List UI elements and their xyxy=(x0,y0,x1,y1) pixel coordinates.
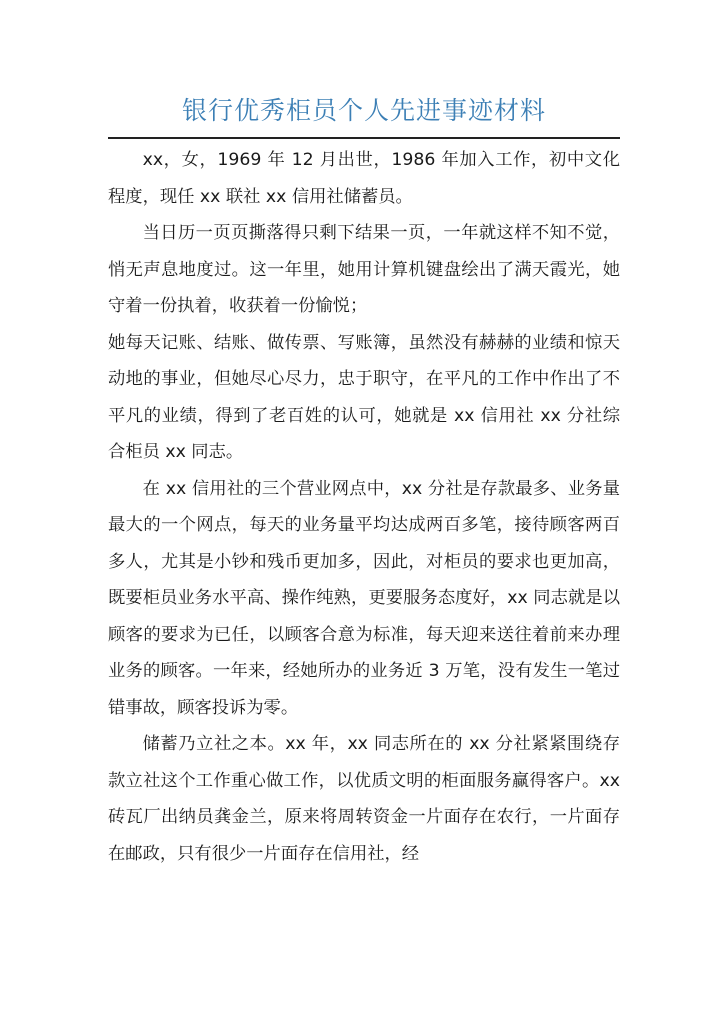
title-underline xyxy=(108,137,620,139)
paragraph-5: 储蓄乃立社之本。xx 年，xx 同志所在的 xx 分社紧紧围绕存款立社这个工作重心做工作，以优质文明的柜面服务赢得客户。xx 砖瓦厂出纳员龚金兰，原来将周转资金一片面存在农行，一片面存在邮政，只有很少一片面存在信用社，经 xyxy=(108,734,620,864)
document-body xyxy=(108,142,620,872)
paragraph-1: xx，女，1969 年 12 月出世，1986 年加入工作，初中文化程度，现任 xx 联社 xx 信用社储蓄员。 xyxy=(108,150,620,207)
paragraph-4: 在 xx 信用社的三个营业网点中，xx 分社是存款最多、业务量最大的一个网点，每天的业务量平均达成两百多笔，接待顾客两百多人，尤其是小钞和残币更加多，因此，对柜员的要求也更加高，既要柜员业务水平高、操作纯熟，更要服务态度好，xx 同志就是以顾客的要求为已任，以顾客合意为标准，每天迎来送往着前来办理业务的顾客。一年来，经她所办的业务近 3 万笔，没有发生一笔过错事故，顾客投诉为零。 xyxy=(108,478,620,718)
paragraph-3: 她每天记账、结账、做传票、写账簿，虽然没有赫赫的业绩和惊天动地的事业，但她尽心尽力，忠于职守，在平凡的工作中作出了不平凡的业绩，得到了老百姓的认可，她就是 xx 信用社 xx 分社综合柜员 xx 同志。 xyxy=(108,332,620,462)
document-title: 银行优秀柜员个人先进事迹材料 xyxy=(181,96,546,125)
paragraph-2: 当日历一页页撕落得只剩下结果一页，一年就这样不知不觉，悄无声息地度过。这一年里，她用计算机键盘绘出了满天霞光，她守着一份执着，收获着一份愉悦； xyxy=(108,223,620,316)
